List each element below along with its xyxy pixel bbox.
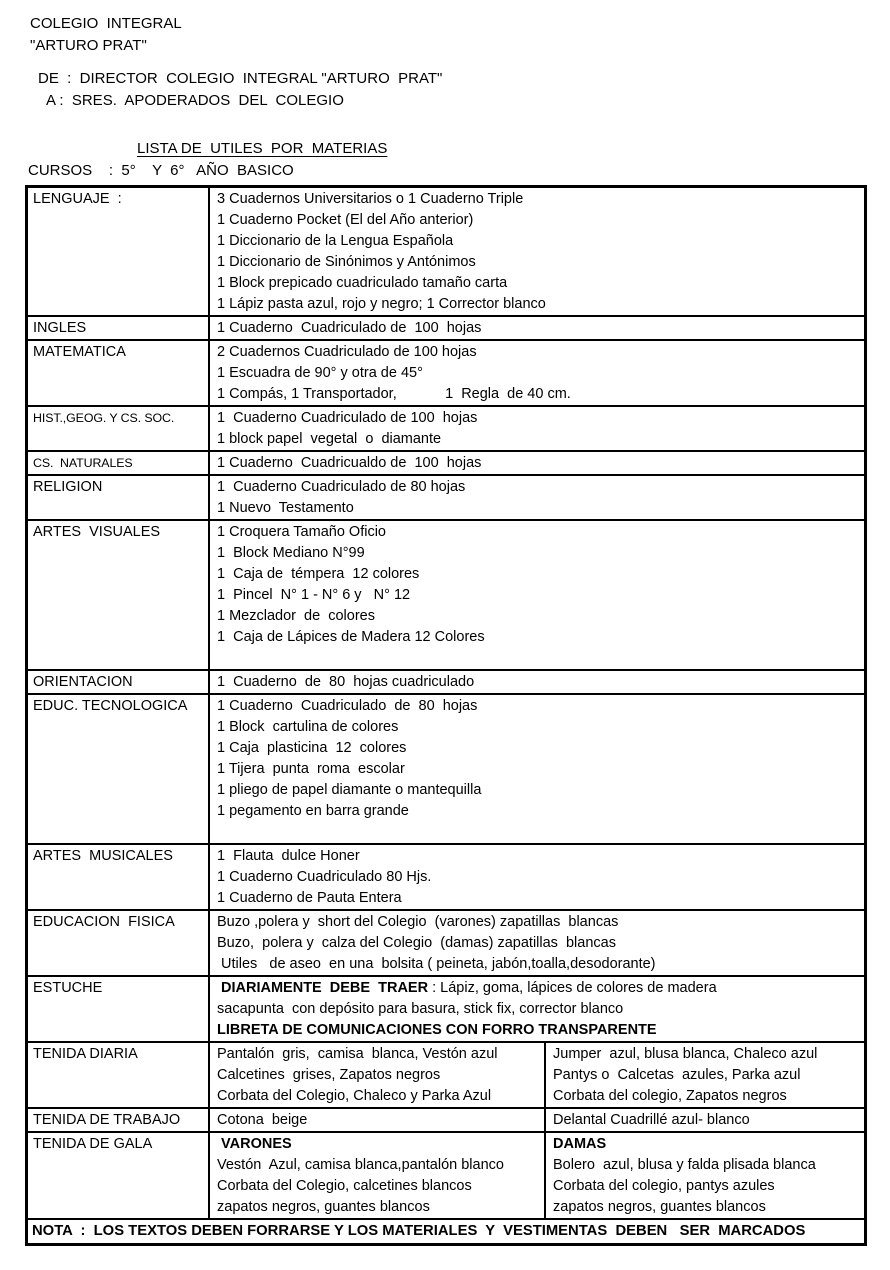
uniform-item: Delantal Cuadrillé azul- blanco [553, 1112, 750, 1128]
supply-item: Buzo ,polera y short del Colegio (varones) zapatillas blancas [217, 914, 619, 930]
supply-item: 3 Cuadernos Universitarios o 1 Cuaderno Triple [217, 191, 524, 207]
supply-item: 1 Cuaderno Pocket (El del Año anterior) [217, 212, 474, 228]
table-row-educacion-fisica [28, 909, 864, 975]
table-row-orientacion [28, 669, 864, 693]
courses-line: CURSOS : 5° Y 6° AÑO BASICO [28, 162, 294, 179]
supply-item: 1 Cuaderno Cuadriculado de 100 hojas [217, 320, 482, 336]
supply-item [217, 978, 860, 999]
table-row-artes-musicales [28, 843, 864, 909]
school-name-line1: COLEGIO INTEGRAL [30, 15, 182, 32]
table-row-nota [28, 1218, 864, 1243]
supply-item: 1 Cuaderno de 80 hojas cuadriculado [217, 674, 475, 690]
subject-label: ARTES MUSICALES [33, 848, 173, 864]
subject-label: RELIGION [33, 479, 103, 495]
girls-column [546, 1109, 864, 1131]
supply-item: Utiles de aseo en una bolsita ( peineta, jabón,toalla,desodorante) [217, 956, 656, 972]
uniform-item: Corbata del colegio, Zapatos negros [553, 1088, 787, 1104]
supply-item: 1 Croquera Tamaño Oficio [217, 524, 386, 540]
supply-item: 1 block papel vegetal o diamante [217, 431, 442, 447]
estuche-bold-text: DIARIAMENTE DEBE TRAER [217, 980, 433, 996]
supply-item: 1 Diccionario de la Lengua Española [217, 233, 454, 249]
table-row-educ-tecnologica [28, 693, 864, 843]
supply-item: 1 Caja de Lápices de Madera 12 Colores [217, 629, 485, 645]
table-row-tenida-gala [28, 1131, 864, 1218]
supply-item: 1 Cuaderno Cuadriculado de 100 hojas [217, 410, 478, 426]
uniform-item: Calcetines grises, Zapatos negros [217, 1067, 441, 1083]
table-row-religion [28, 474, 864, 519]
uniform-item: zapatos negros, guantes blancos [553, 1199, 766, 1215]
supply-item: Buzo, polera y calza del Colegio (damas) zapatillas blancas [217, 935, 616, 951]
supply-item: 1 Block prepicado cuadriculado tamaño carta [217, 275, 508, 291]
table-row-tenida-diaria [28, 1041, 864, 1107]
subject-label: CS. NATURALES [33, 456, 133, 470]
supply-item: 1 Caja plasticina 12 colores [217, 740, 407, 756]
supply-item: 1 pegamento en barra grande [217, 803, 409, 819]
supplies-table [25, 185, 867, 1246]
table-row-artes-visuales [28, 519, 864, 669]
subject-label: MATEMATICA [33, 344, 126, 360]
note-text: NOTA : LOS TEXTOS DEBEN FORRARSE Y LOS MATERIALES Y VESTIMENTAS DEBEN SER MARCADOS [32, 1223, 806, 1239]
uniform-item: Pantalón gris, camisa blanca, Vestón azul [217, 1046, 498, 1062]
subject-label: ORIENTACION [33, 674, 133, 690]
subject-label: TENIDA DIARIA [33, 1046, 138, 1062]
document-header [0, 0, 890, 181]
school-name-line2: "ARTURO PRAT" [30, 37, 147, 54]
memo-from-line: DE : DIRECTOR COLEGIO INTEGRAL "ARTURO PRAT" [38, 70, 443, 87]
supply-item: 1 Cuaderno Cuadriculado de 80 hojas [217, 479, 466, 495]
supply-item: 1 Block cartulina de colores [217, 719, 399, 735]
supply-item: 1 Mezclador de colores [217, 608, 375, 624]
table-row-estuche [28, 975, 864, 1041]
memo-block [0, 68, 890, 112]
supply-item: 1 Caja de témpera 12 colores [217, 566, 420, 582]
subject-label: ARTES VISUALES [33, 524, 161, 540]
supply-item-empty [217, 648, 860, 669]
uniform-item: Corbata del colegio, pantys azules [553, 1178, 775, 1194]
supply-item: 2 Cuadernos Cuadriculado de 100 hojas [217, 344, 477, 360]
table-row-lenguaje [28, 188, 864, 315]
table-row-cs-naturales [28, 450, 864, 474]
subject-label: EDUC. TECNOLOGICA [33, 698, 188, 714]
uniform-item: Bolero azul, blusa y falda plisada blanca [553, 1157, 816, 1173]
subject-label: TENIDA DE GALA [33, 1136, 153, 1152]
memo-to-line: A : SRES. APODERADOS DEL COLEGIO [46, 92, 344, 109]
uniform-item: Corbata del Colegio, calcetines blancos [217, 1178, 472, 1194]
subject-label: TENIDA DE TRABAJO [33, 1112, 181, 1128]
uniform-item: Pantys o Calcetas azules, Parka azul [553, 1067, 801, 1083]
table-row-historia [28, 405, 864, 450]
boys-column [210, 1133, 546, 1218]
document-title: LISTA DE UTILES POR MATERIAS [137, 140, 388, 157]
subject-label: LENGUAJE : [33, 191, 122, 207]
subject-label: HIST.,GEOG. Y CS. SOC. [33, 411, 175, 425]
supply-item-empty [217, 822, 860, 843]
supply-item: 1 Pincel N° 1 - N° 6 y N° 12 [217, 587, 411, 603]
subject-label: ESTUCHE [33, 980, 103, 996]
boys-column-header: VARONES [217, 1136, 292, 1152]
girls-column-header: DAMAS [553, 1136, 607, 1152]
uniform-item: Vestón Azul, camisa blanca,pantalón blanco [217, 1157, 504, 1173]
supply-item: 1 Escuadra de 90° y otra de 45° [217, 365, 423, 381]
girls-column [546, 1133, 864, 1218]
boys-column [210, 1109, 546, 1131]
supply-item: 1 pliego de papel diamante o mantequilla [217, 782, 482, 798]
supply-item: 1 Lápiz pasta azul, rojo y negro; 1 Corrector blanco [217, 296, 546, 312]
supply-item: 1 Nuevo Testamento [217, 500, 354, 516]
uniform-item: Jumper azul, blusa blanca, Chaleco azul [553, 1046, 818, 1062]
table-row-matematica [28, 339, 864, 405]
supply-item: 1 Block Mediano N°99 [217, 545, 365, 561]
uniform-item: zapatos negros, guantes blancos [217, 1199, 430, 1215]
uniform-item: Cotona beige [217, 1112, 308, 1128]
uniform-item: Corbata del Colegio, Chaleco y Parka Azul [217, 1088, 492, 1104]
estuche-regular-text: : Lápiz, goma, lápices de colores de madera [432, 980, 717, 996]
supply-item: 1 Flauta dulce Honer [217, 848, 360, 864]
supply-item: 1 Tijera punta roma escolar [217, 761, 405, 777]
supply-item: 1 Cuaderno Cuadriculado 80 Hjs. [217, 869, 432, 885]
supply-item: 1 Cuaderno de Pauta Entera [217, 890, 402, 906]
table-row-ingles [28, 315, 864, 339]
supply-item-bold: LIBRETA DE COMUNICACIONES CON FORRO TRANSPARENTE [217, 1022, 657, 1038]
subject-label: INGLES [33, 320, 87, 336]
subject-label: EDUCACION FISICA [33, 914, 175, 930]
boys-column [210, 1043, 546, 1107]
girls-column [546, 1043, 864, 1107]
supply-item: 1 Diccionario de Sinónimos y Antónimos [217, 254, 476, 270]
supply-item: 1 Cuaderno Cuadricualdo de 100 hojas [217, 455, 482, 471]
table-row-tenida-trabajo [28, 1107, 864, 1131]
supply-item: sacapunta con depósito para basura, stick fix, corrector blanco [217, 1001, 624, 1017]
supply-item: 1 Compás, 1 Transportador, 1 Regla de 40 cm. [217, 386, 571, 402]
supply-item: 1 Cuaderno Cuadriculado de 80 hojas [217, 698, 478, 714]
